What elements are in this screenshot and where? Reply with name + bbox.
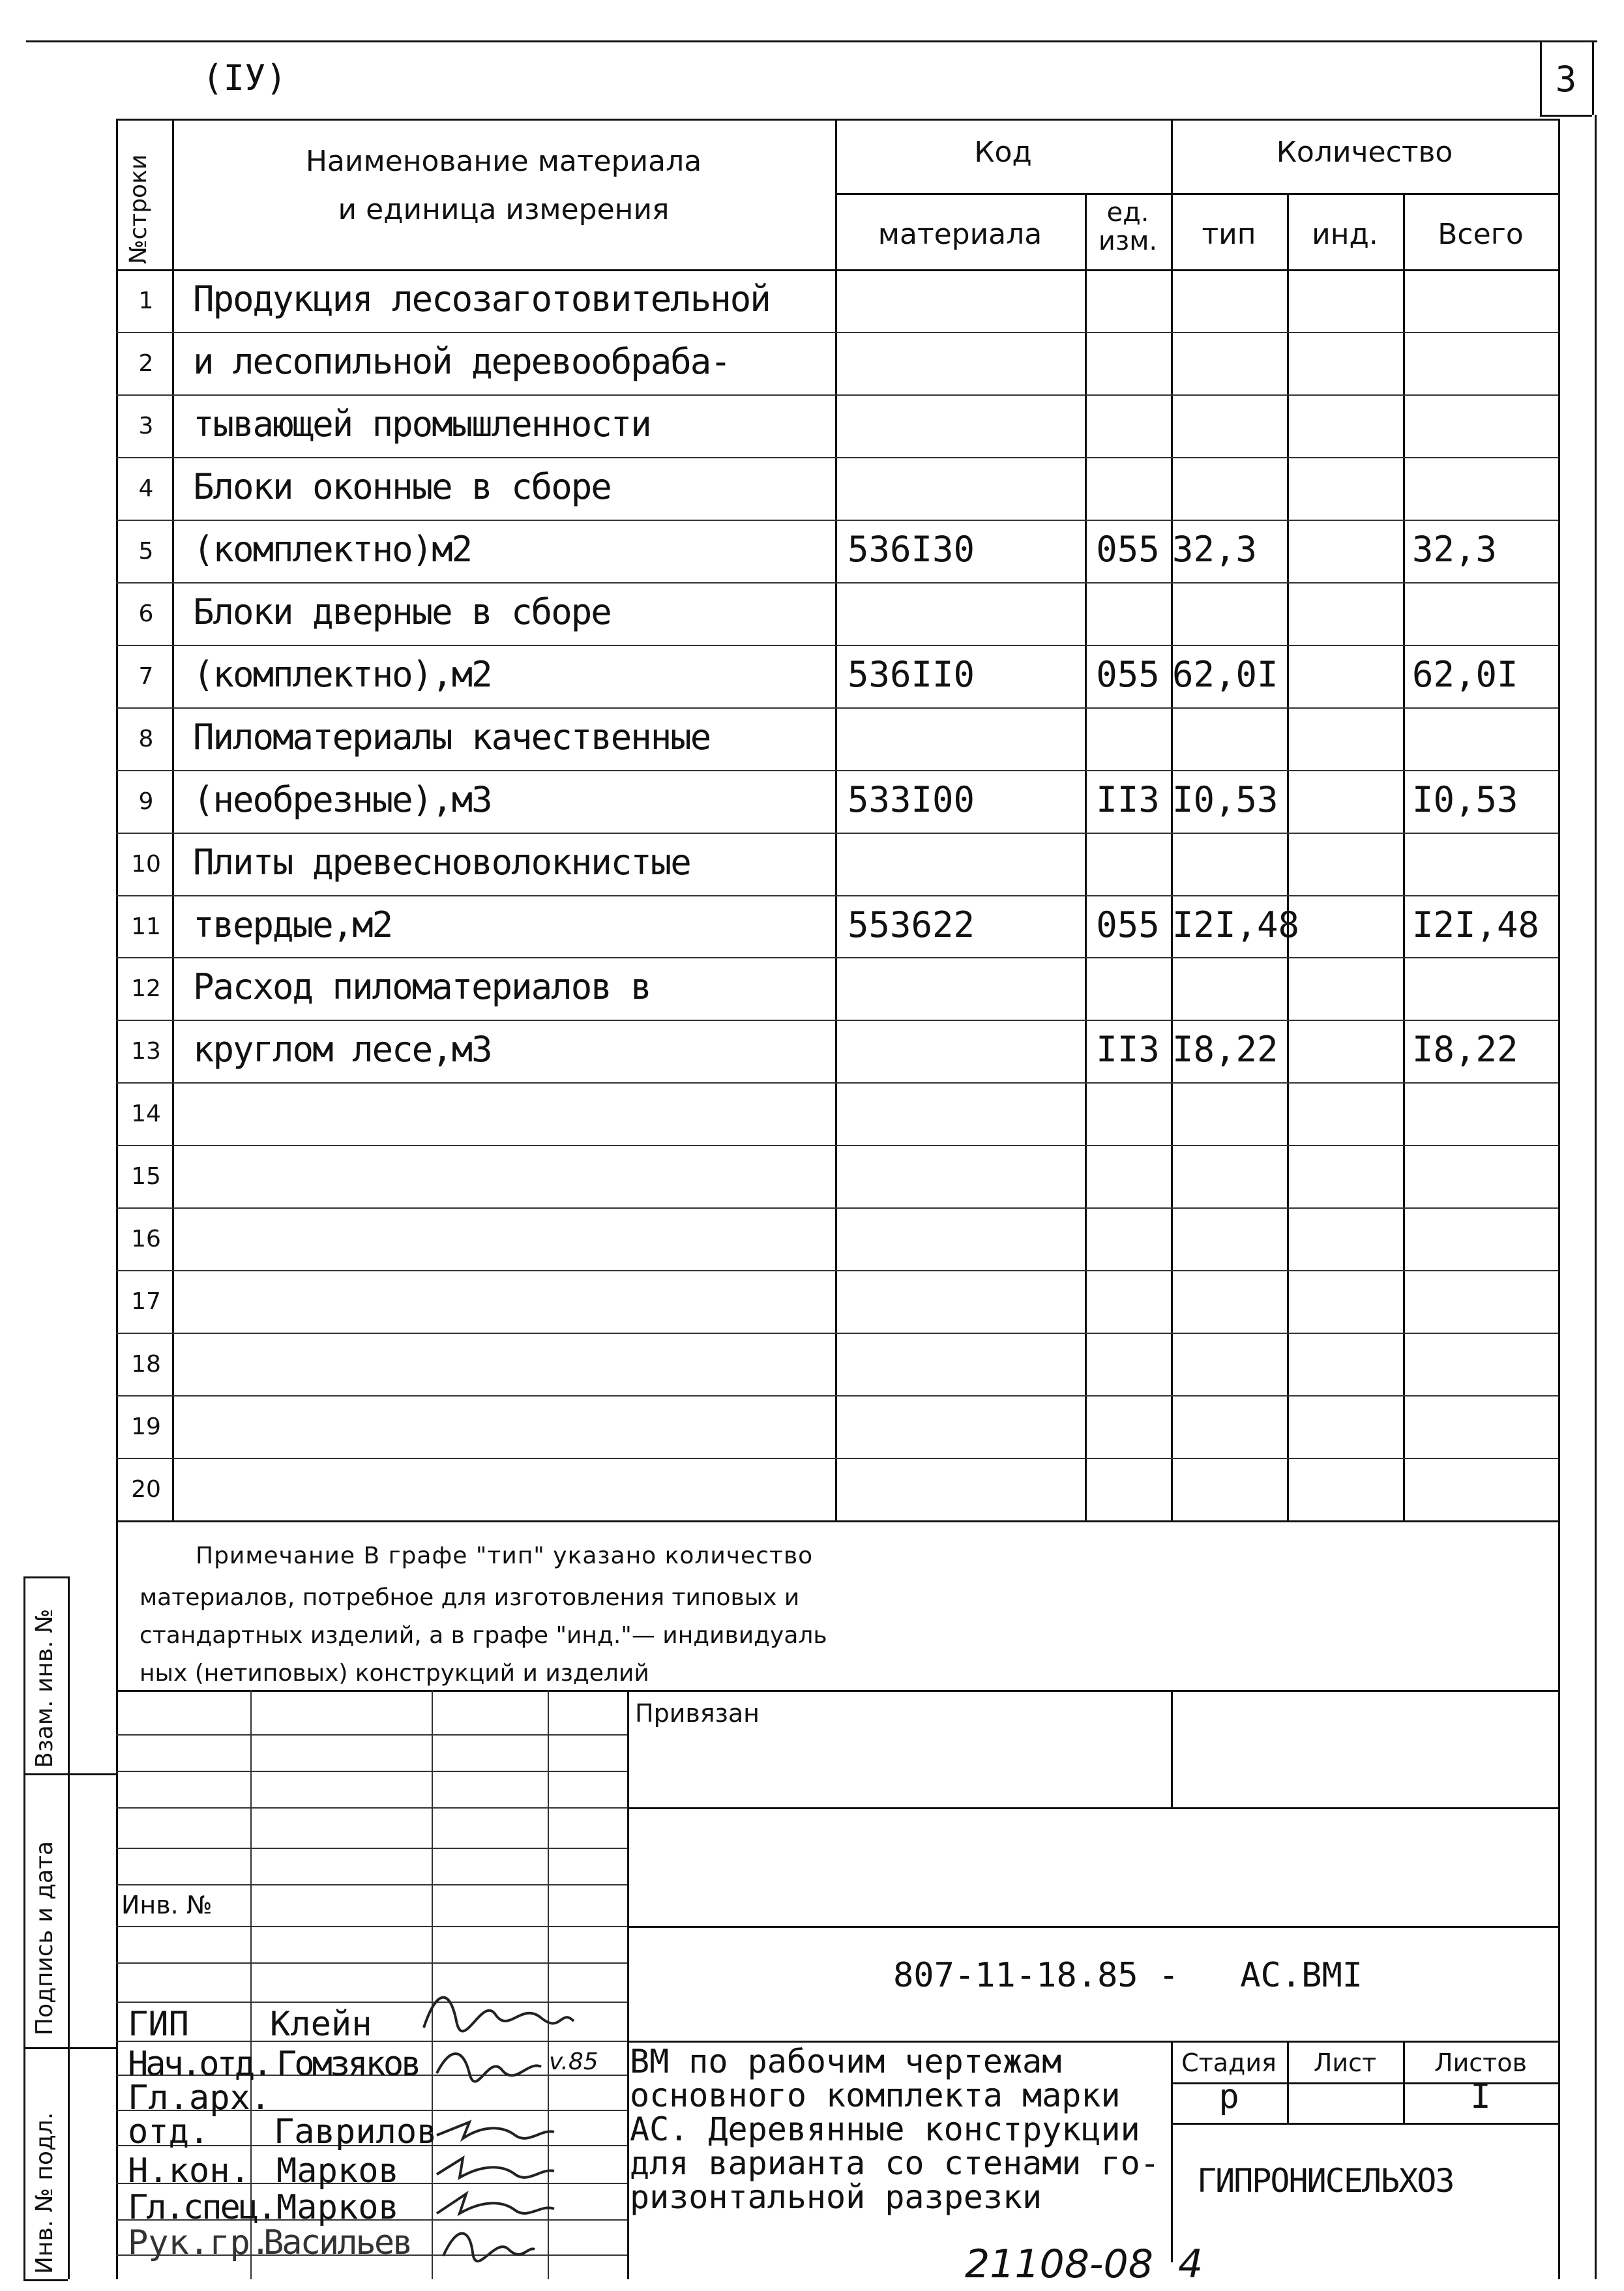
page-num-box-right (1592, 40, 1594, 115)
right-border (1595, 115, 1597, 2279)
cell-name: твердые,м2 (193, 904, 392, 945)
cell-type: I8,22 (1172, 1029, 1278, 1071)
row-line (116, 1333, 1558, 1334)
cell-code: 536II0 (848, 653, 975, 695)
inv-no-label: Инв. № (121, 1891, 213, 1919)
row-line (116, 457, 1558, 458)
side-strip-right (68, 1576, 70, 2279)
row-line (116, 645, 1558, 646)
signer-name-1: Гомзяков (276, 2045, 419, 2084)
row-line (116, 895, 1558, 896)
row-number: 3 (138, 412, 154, 439)
signer-role-4: Н.кон. (128, 2151, 250, 2191)
cell-name: Расход пиломатериалов в (193, 966, 651, 1008)
row-line (116, 394, 1558, 396)
cell-type: 62,0I (1172, 653, 1278, 695)
col-header-row-no: №строки (125, 154, 152, 264)
row-line (116, 957, 1558, 958)
archive-number: 21108-08 4 (965, 2241, 1203, 2287)
cell-name: Плиты древесноволокнистые (193, 841, 690, 883)
cell-type: 32,3 (1172, 528, 1258, 570)
col-divider-name (835, 119, 837, 1520)
signature-vasiliev (437, 2220, 541, 2266)
col-header-name-line2: и единица измерения (338, 193, 670, 226)
row-line (116, 1082, 1558, 1084)
signature-gomzyakov (430, 2041, 548, 2086)
cell-name: (комплектно)м2 (193, 528, 472, 570)
cell-name: и лесопильной деревообраба- (193, 340, 730, 382)
row-number: 16 (131, 1226, 161, 1253)
col-header-name-line1: Наименование материала (305, 145, 702, 178)
cell-total: 32,3 (1412, 528, 1498, 570)
signer-name-4: Марков (276, 2151, 399, 2191)
col-header-code-unit: ед. изм. (1098, 198, 1158, 256)
side-strip-top (23, 1576, 68, 1578)
table-bottom-border (116, 1520, 1558, 1522)
signer-name-5: Марков (276, 2188, 399, 2227)
row-number: 5 (138, 537, 154, 565)
cell-unit: 055 (1096, 653, 1160, 695)
col-header-qty-ind: инд. (1312, 218, 1378, 251)
date-mark: v.85 (549, 2048, 598, 2075)
row-line (116, 1145, 1558, 1146)
signer-grid-line (116, 1884, 627, 1885)
side-strip-bottom (23, 2279, 68, 2281)
note-line-1: Примечание В графе "тип" указано количество (196, 1543, 814, 1569)
cell-name: (необрезные),м3 (193, 778, 492, 820)
note-line-2: материалов, потребное для изготовления типовых и (140, 1584, 800, 1611)
col-divider-rowno (172, 119, 174, 1520)
note-line-4: ных (нетиповых) конструкций и изделий (140, 1660, 649, 1687)
cell-type: I2I,48 (1172, 904, 1300, 945)
sheets-label: Листов (1434, 2048, 1527, 2077)
side-strip-left (23, 1576, 25, 2279)
signer-role-0: ГИП (128, 2005, 189, 2044)
row-line (116, 332, 1558, 333)
row-line (116, 707, 1558, 709)
col-header-code: Код (974, 136, 1032, 169)
col-divider-code (1085, 193, 1087, 1520)
col-divider-ind (1403, 193, 1405, 1520)
stage-value: р (1218, 2077, 1239, 2116)
row-number: 15 (131, 1163, 161, 1190)
table-header-bottom (116, 269, 1558, 271)
stamp-mid-line (627, 1926, 1558, 1928)
side-label-podpis: Подпись и дата (31, 1840, 58, 2035)
signer-grid-line (116, 1926, 627, 1927)
side-strip-divider-1 (23, 1773, 116, 1775)
cell-unit: II3 (1096, 1029, 1160, 1071)
row-number: 12 (131, 975, 161, 1003)
title-line-4: для варианта со стенами го- (630, 2144, 1160, 2182)
signer-grid-line (116, 1962, 627, 1964)
cell-name: Пиломатериалы качественные (193, 716, 711, 758)
col-header-qty-total: Всего (1438, 218, 1524, 251)
cell-code: 533I00 (848, 778, 975, 820)
title-line-1: ВМ по рабочим чертежам (630, 2043, 1062, 2080)
sheet-label: Лист (1313, 2048, 1377, 2077)
signer-role-2: Гл.арх. (128, 2078, 271, 2118)
signer-grid-line (116, 1771, 627, 1772)
row-number: 11 (131, 913, 161, 940)
table-left-border (116, 119, 118, 1520)
row-number: 17 (131, 1288, 161, 1316)
section-label: (IУ) (202, 57, 288, 98)
stamp-top (116, 1690, 1558, 1692)
row-line (116, 833, 1558, 834)
signer-role-6: Рук.гр. (128, 2223, 271, 2262)
stage-label: Стадия (1181, 2048, 1277, 2077)
row-line (116, 582, 1558, 584)
row-number: 18 (131, 1351, 161, 1378)
signature-markov-2 (430, 2184, 561, 2223)
cell-unit: 055 (1096, 904, 1160, 945)
cell-total: I2I,48 (1412, 904, 1540, 945)
cell-unit: 055 (1096, 528, 1160, 570)
cell-name: тывающей промышленности (193, 403, 651, 445)
stamp-left-section-divider (627, 1690, 629, 2279)
cell-type: I0,53 (1172, 778, 1278, 820)
cell-unit: II3 (1096, 778, 1160, 820)
cell-code: 553622 (848, 904, 975, 945)
row-line (116, 1395, 1558, 1397)
cell-name: Продукция лесозаготовительной (193, 278, 770, 319)
signer-grid-line (116, 1807, 627, 1809)
row-number: 7 (138, 662, 154, 690)
cell-name: Блоки оконные в сборе (193, 466, 611, 507)
row-number: 14 (131, 1101, 161, 1128)
row-line (116, 1207, 1558, 1209)
title-line-2: основного комплекта марки (630, 2077, 1121, 2114)
side-strip-divider-2 (23, 2047, 116, 2049)
side-label-inv-podl: Инв. № подл. (31, 2112, 58, 2274)
cell-total: I0,53 (1412, 778, 1518, 820)
col-header-qty-type: тип (1202, 218, 1256, 251)
table-top-border (116, 119, 1558, 121)
privyazan-label: Привязан (635, 1699, 760, 1728)
signer-name-0: Клейн (270, 2005, 372, 2044)
document-designation: 807-11-18.85 - АС.ВМI (893, 1956, 1363, 1995)
col-header-quantity: Количество (1276, 136, 1453, 169)
note-left-border (116, 1520, 118, 1690)
stamp-left (116, 1690, 118, 2279)
row-number: 8 (138, 725, 154, 752)
cell-code: 536I30 (848, 528, 975, 570)
signer-role-3: отд. (128, 2112, 210, 2151)
sheets-value: I (1470, 2077, 1491, 2116)
row-number: 1 (138, 288, 154, 314)
document-title (630, 2045, 1160, 2214)
row-number: 9 (138, 788, 154, 815)
stamp-right (1558, 1690, 1560, 2279)
stamp-privyazan-bottom (627, 1807, 1558, 1809)
row-line (116, 770, 1558, 771)
signer-grid-line (116, 1734, 627, 1736)
title-line-5: ризонтальной разрезки (630, 2178, 1042, 2216)
row-number: 10 (131, 850, 161, 878)
header-sub-divider (835, 193, 1558, 195)
cell-name: (комплектно),м2 (193, 653, 492, 695)
signature-markov-1 (430, 2148, 561, 2187)
row-line (116, 1270, 1558, 1271)
row-line (116, 520, 1558, 521)
note-right-border (1558, 1520, 1560, 1690)
col-header-code-material: материала (878, 218, 1042, 251)
stamp-privyazan-divider (1171, 1690, 1173, 1807)
row-line (116, 1458, 1558, 1459)
organization-name: ГИПРОНИСЕЛЬХОЗ (1197, 2162, 1454, 2200)
table-right-border (1558, 119, 1560, 1520)
note-line-3: стандартных изделий, а в графе "инд."— индивидуаль (140, 1622, 827, 1649)
col-divider-type (1287, 193, 1289, 1520)
side-label-vzam: Взам. инв. № (31, 1608, 58, 1768)
signer-name-6: Васильев (263, 2223, 411, 2262)
stage-row-line-2 (1171, 2123, 1558, 2125)
cell-name: круглом лесе,м3 (193, 1029, 492, 1071)
row-number: 2 (138, 349, 154, 377)
cell-total: I8,22 (1412, 1029, 1518, 1071)
cell-name: Блоки дверные в сборе (193, 591, 611, 632)
signature-klein (411, 1982, 580, 2041)
top-border (26, 40, 1597, 42)
page-number: 3 (1555, 59, 1577, 100)
row-line (116, 1020, 1558, 1021)
row-number: 20 (131, 1476, 161, 1503)
row-number: 13 (131, 1038, 161, 1065)
signer-role-5: Гл.спец. (128, 2188, 276, 2227)
title-line-3: АС. Деревянные конструкции (630, 2110, 1140, 2148)
signer-grid-line (116, 1848, 627, 1849)
row-number: 19 (131, 1413, 161, 1441)
cell-total: 62,0I (1412, 653, 1518, 695)
signer-role-1: Нач.отд. (128, 2045, 271, 2084)
signer-name-3: Гаврилов (274, 2112, 437, 2151)
row-number: 4 (138, 475, 154, 502)
signature-gavrilov (430, 2109, 561, 2148)
row-number: 6 (138, 600, 154, 627)
page-num-box-bottom (1540, 115, 1592, 117)
